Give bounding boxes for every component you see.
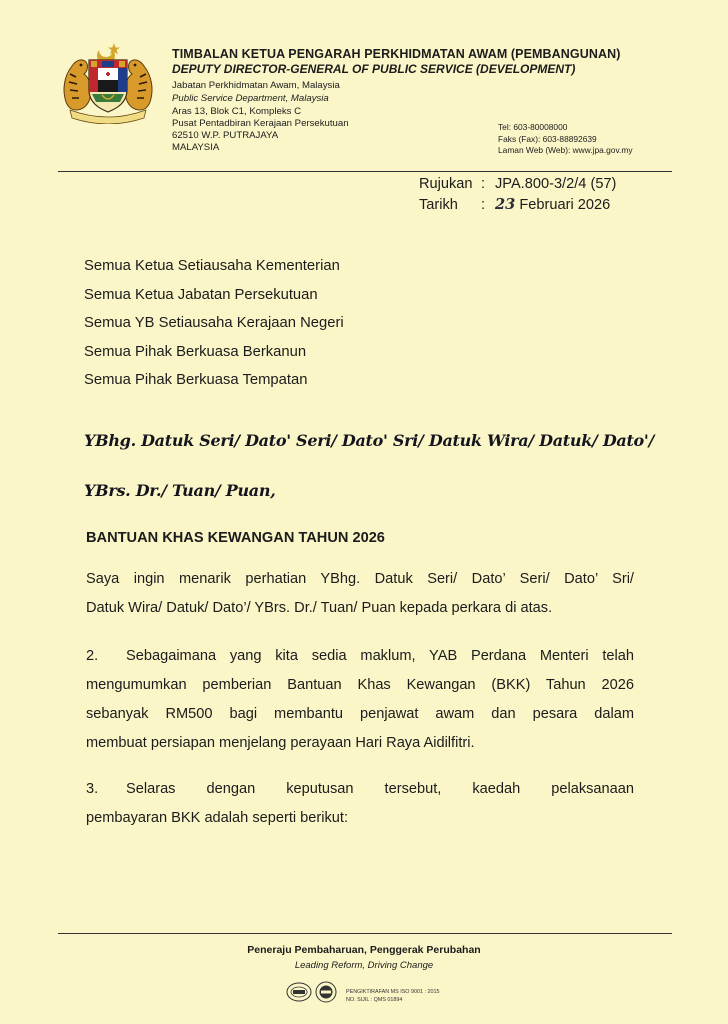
letterhead-title-ms: TIMBALAN KETUA PENGARAH PERKHIDMATAN AWAM (PEMBANGUNAN) bbox=[172, 47, 621, 61]
contact-website: Laman Web (Web): www.jpa.gov.my bbox=[498, 145, 633, 155]
recipient-line: Semua Ketua Setiausaha Kementerian bbox=[84, 258, 340, 274]
paragraph-line: Datuk Wira/ Datuk/ Dato’/ YBrs. Dr./ Tuan/ Puan kepada perkara di atas. bbox=[86, 600, 553, 616]
date-separator: : bbox=[481, 197, 486, 213]
date-label: Tarikh bbox=[419, 197, 458, 213]
paragraph-2 bbox=[86, 642, 634, 758]
address-line: Pusat Pentadbiran Kerajaan Persekutuan bbox=[172, 118, 349, 129]
date-row bbox=[419, 196, 610, 213]
paragraph-line: Saya ingin menarik perhatian YBhg. Datuk Seri/ Dato’ Seri/ Dato’ Sri/ bbox=[86, 571, 634, 587]
address-line: MALAYSIA bbox=[172, 142, 220, 153]
footer-motto-en: Leading Reform, Driving Change bbox=[294, 960, 434, 971]
recipient-line: Semua YB Setiausaha Kerajaan Negeri bbox=[84, 315, 344, 331]
department-name-ms: Jabatan Perkhidmatan Awam, Malaysia bbox=[172, 80, 340, 91]
letter-subject: BANTUAN KHAS KEWANGAN TAHUN 2026 bbox=[86, 530, 385, 546]
salutation-line: YBrs. Dr./ Tuan/ Puan, bbox=[84, 481, 276, 500]
paragraph-number: 3. bbox=[86, 781, 99, 797]
paragraph-line: membuat persiapan menjelang perayaan Hari Raya Aidilfitri. bbox=[86, 735, 475, 751]
paragraph-line: sebanyak RM500 bagi membantu penjawat awam dan pesara dalam bbox=[86, 706, 634, 722]
date-month-year: Februari 2026 bbox=[515, 197, 611, 213]
letterhead-title-en: DEPUTY DIRECTOR-GENERAL OF PUBLIC SERVICE (DEVELOPMENT) bbox=[172, 62, 576, 76]
footer-divider bbox=[58, 933, 672, 934]
coat-of-arms-icon bbox=[56, 40, 160, 124]
certification-logo-icon bbox=[286, 979, 340, 1005]
reference-row bbox=[419, 176, 616, 192]
reference-number: JPA.800-3/2/4 (57) bbox=[495, 176, 617, 192]
recipient-line: Semua Ketua Jabatan Persekutuan bbox=[84, 287, 318, 303]
certification-text: PENGIKTIRAFAN MS ISO 9001 : 2015 bbox=[346, 989, 440, 995]
paragraph-line: pembayaran BKK adalah seperti berikut: bbox=[86, 810, 349, 826]
reference-label: Rujukan bbox=[419, 176, 473, 192]
contact-fax: Faks (Fax): 603-88892639 bbox=[498, 134, 597, 144]
paragraph-line: 3. Selaras dengan keputusan tersebut, kaedah pelaksanaan bbox=[86, 775, 634, 804]
department-name-en: Public Service Department, Malaysia bbox=[172, 93, 329, 104]
certification-number: NO. SIJIL : QMS 01894 bbox=[346, 997, 403, 1003]
date-day-handwritten: 23 bbox=[495, 196, 516, 213]
reference-separator: : bbox=[481, 176, 486, 192]
address-line: Aras 13, Blok C1, Kompleks C bbox=[172, 106, 302, 117]
contact-phone: Tel: 603-80008000 bbox=[498, 122, 568, 132]
salutation-line: YBhg. Datuk Seri/ Dato' Seri/ Dato' Sri/ Datuk Wira/ Datuk/ Dato'/ bbox=[84, 431, 655, 450]
paragraph-3 bbox=[86, 775, 634, 833]
recipient-line: Semua Pihak Berkuasa Tempatan bbox=[84, 372, 308, 388]
paragraph-number: 2. bbox=[86, 648, 99, 664]
paragraph-line: mengumumkan pemberian Bantuan Khas Kewangan (BKK) Tahun 2026 bbox=[86, 677, 634, 693]
footer-motto-ms: Peneraju Pembaharuan, Penggerak Perubahan bbox=[247, 944, 481, 956]
address-line: 62510 W.P. PUTRAJAYA bbox=[172, 130, 279, 141]
paragraph-line: 2. Sebagaimana yang kita sedia maklum, YAB Perdana Menteri telah bbox=[86, 642, 634, 671]
paragraph-1 bbox=[86, 565, 634, 623]
recipient-line: Semua Pihak Berkuasa Berkanun bbox=[84, 344, 307, 360]
header-divider bbox=[58, 171, 672, 172]
